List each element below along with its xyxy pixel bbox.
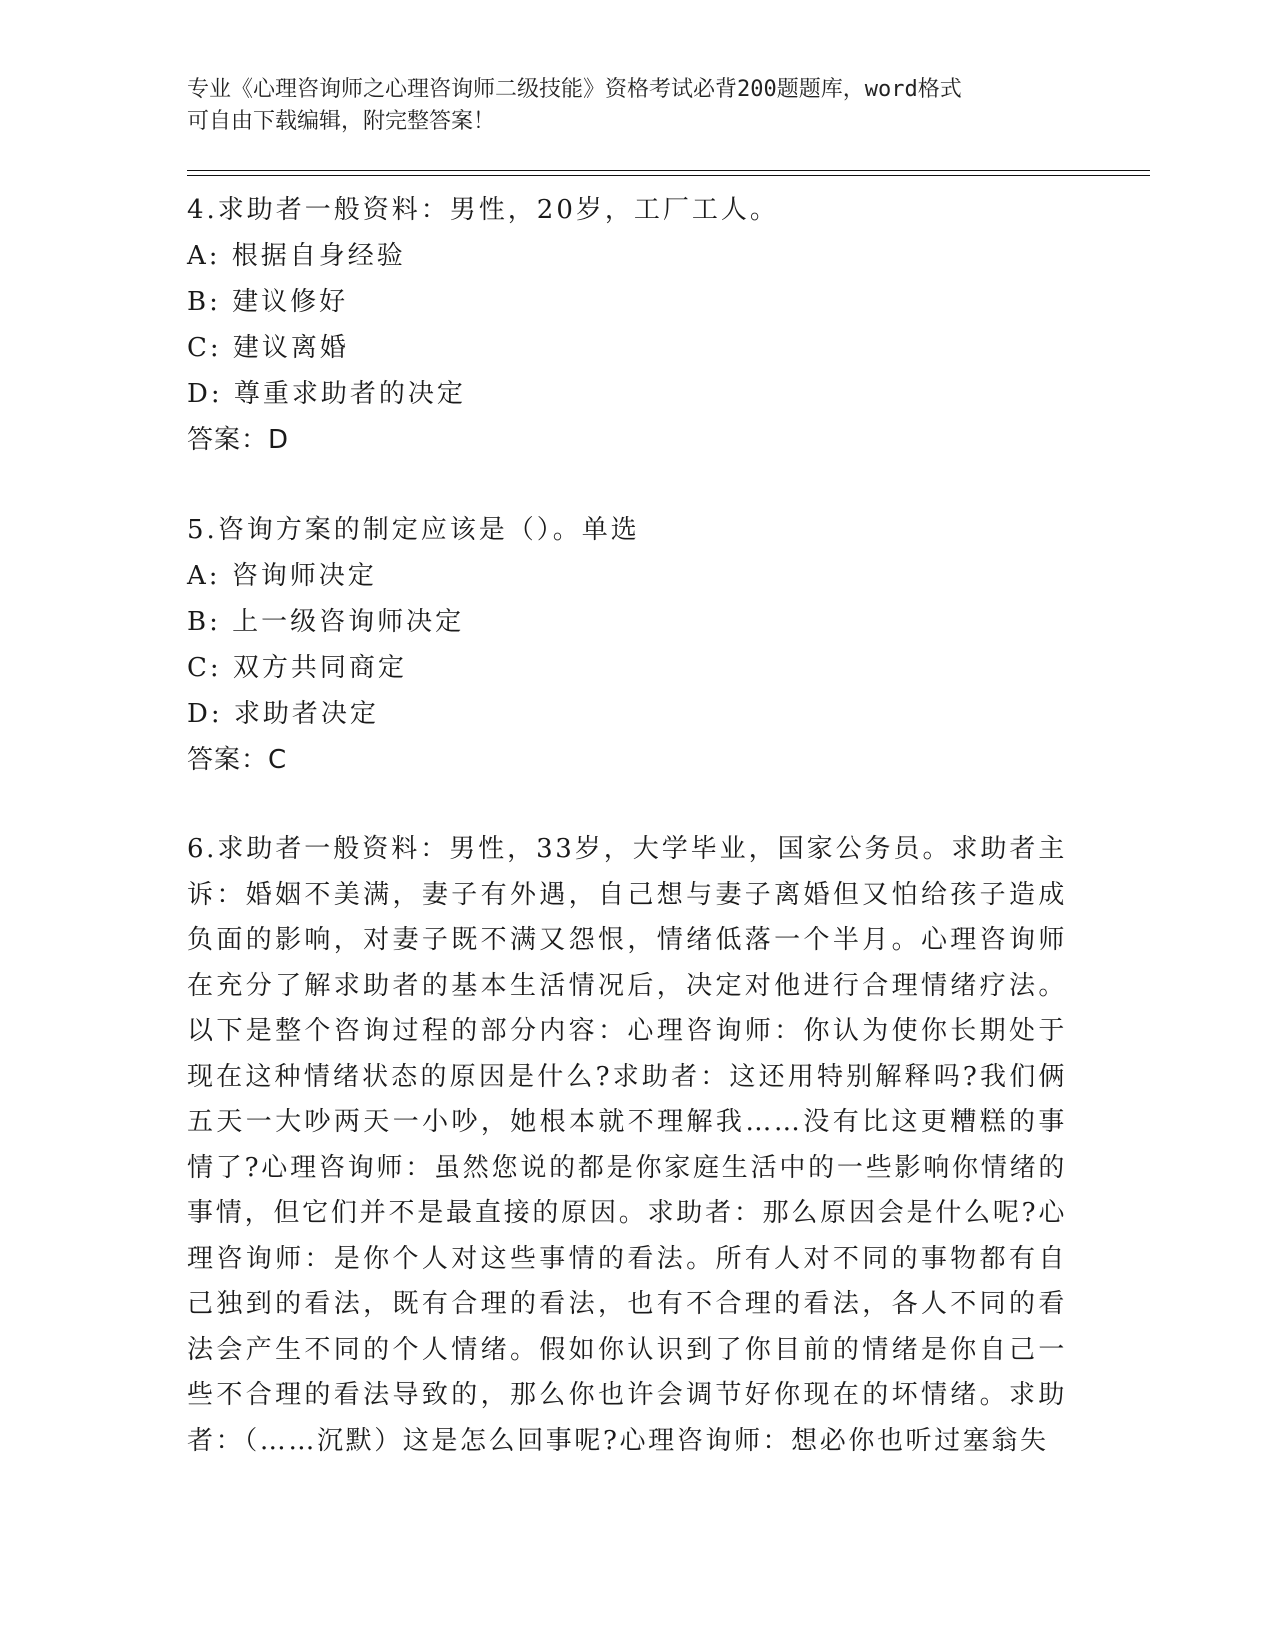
- answer-label: 答案：C: [187, 745, 288, 775]
- option-d: D: 尊重求助者的决定: [187, 379, 466, 409]
- document-header: [187, 74, 1067, 138]
- option-c: C: 双方共同商定: [187, 653, 407, 683]
- question-item-5: [187, 507, 1067, 783]
- answer-label: 答案：D: [187, 425, 290, 455]
- header-divider-bottom: [187, 175, 1150, 176]
- option-c: C: 建议离婚: [187, 333, 349, 363]
- question-item-4: [187, 187, 1067, 463]
- header-title-line-1: 专业《心理咨询师之心理咨询师二级技能》资格考试必背200题题库，word格式: [187, 77, 962, 102]
- option-a: A: 咨询师决定: [187, 561, 377, 591]
- header-title-line-2: 可自由下载编辑，附完整答案！: [187, 109, 496, 134]
- header-divider-top: [187, 170, 1150, 171]
- option-b: B: 建议修好: [187, 287, 349, 317]
- question-stem: 6.求助者一般资料：男性，33岁，大学毕业，国家公务员。求助者主诉：婚姻不美满，妻子有外遇，自己想与妻子离婚但又怕给孩子造成负面的影响，对妻子既不满又怨恨，情绪低落一个半月。心理咨询师在充分了解求助者的基本生活情况后，决定对他进行合理情绪疗法。以下是整个咨询过程的部分内容：心理咨询师：你认为使你长期处于现在这种情绪状态的原因是什么?求助者：这还用特别解释吗?我们俩五天一大吵两天一小吵，她根本就不理解我……没有比这更糟糕的事情了?心理咨询师：虽然您说的都是你家庭生活中的一些影响你情绪的事情，但它们并不是最直接的原因。求助者：那么原因会是什么呢?心理咨询师：是你个人对这些事情的看法。所有人对不同的事物都有自己独到的看法，既有合理的看法，也有不合理的看法，各人不同的看法会产生不同的个人情绪。假如你认识到了你目前的情绪是你自己一些不合理的看法导致的，那么你也许会调节好你现在的坏情绪。求助者：（……沉默）这是怎么回事呢?心理咨询师：想必你也听过塞翁失: [187, 834, 1067, 1456]
- option-a: A: 根据自身经验: [187, 241, 406, 271]
- question-item-6: [187, 827, 1067, 1464]
- option-d: D: 求助者决定: [187, 699, 379, 729]
- question-list: [187, 187, 1067, 1464]
- question-stem: 4.求助者一般资料：男性，20岁，工厂工人。: [187, 195, 779, 225]
- option-b: B: 上一级咨询师决定: [187, 607, 465, 637]
- question-stem: 5.咨询方案的制定应该是（）。单选: [187, 515, 640, 545]
